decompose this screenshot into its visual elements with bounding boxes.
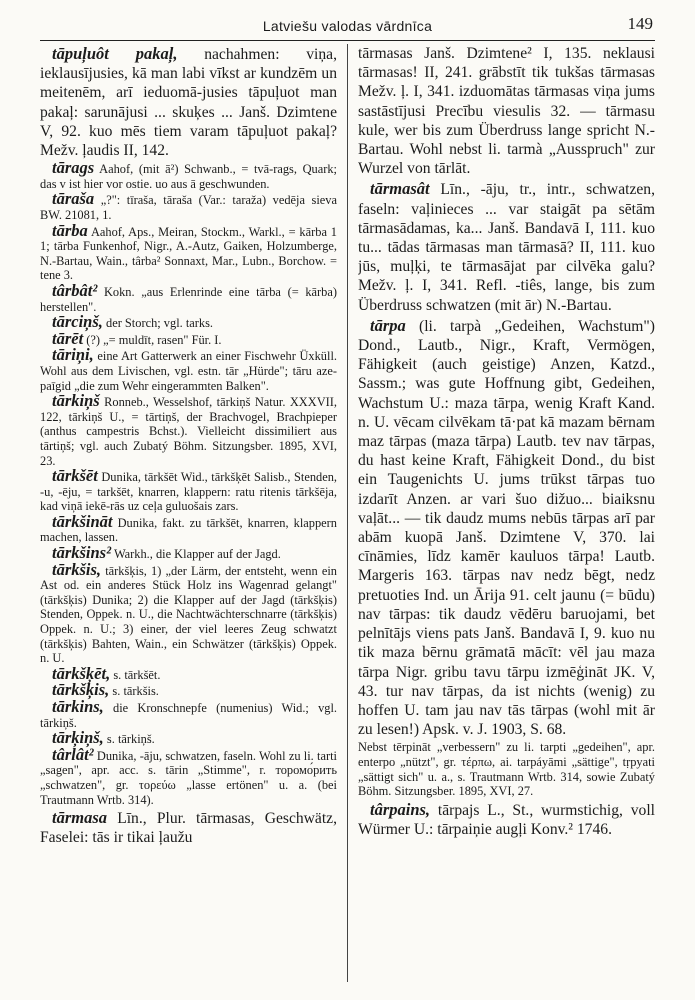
entry-text: Dunika, fakt. zu tārkšēt, knarren, klappern machen, lassen. (40, 515, 337, 545)
entry-text: tārkšķis, 1) „der Lärm, der entsteht, wenn ein Ast od. ein anderes Stück Holz ins Wagenrad gelangt" (tārkšķis) Dunika; 2) die Klapper auf der Jagd (tārkšķis) Stenden, Oppek. n. U., die Nachtwächterschnarre (tārkšķis) Oppek. n. U.; 3) einer, der viel leeres Zeug schwatzt (tārkšķis) Bahten, Wain., ein Schwätzer (tārkšķis) Oppek. n. U. (40, 563, 337, 666)
right-column (358, 44, 655, 840)
entry-text: Aahof, Aps., Meiran, Stockm., Warkl., = kārba 1 1; tārba Funkenhof, Nigr., A.-Autz, Gaiken, Holzumberge, N.-Bartau, Wain., târba² Sonnaxt, Mar., Lubn., Borchow. = tene 3. (40, 224, 337, 283)
entry-text: Nebst tērpināt „verbessern" zu li. tarpti „gedeihen", apr. enterpo „nützt", gr. τέρπω, ai. tarpáyāmi „sättige", tṛpyati „sättigt sich" u. a., s. Trautmann Wrtb. 314, sowie Zubatý Böhm. Sitzungsber. 1895, XVI, 27. (358, 740, 655, 799)
entry-headword: tārkšināt (52, 511, 113, 531)
dictionary-entry (40, 391, 337, 468)
dictionary-entry (40, 189, 337, 222)
entry-headword: tārkšins² (52, 543, 112, 563)
dictionary-entry (40, 744, 337, 807)
entry-text: tārmasas Janš. Dzimtene² I, 135. neklausi tārmasas! II, 241. grābstīt tik tukšas tārmasas Mežv. ļ. I, 341. izduomātas tārmasas viņa jums sastāstījusi Precību viesulis 32. — tārmasu kule, wer bis zum Überdruss lange spricht N.-Bartau. Wohl nebst li. tarmà „Ausspruch" zur Wurzel von tārlāt. (358, 45, 655, 178)
entry-headword: tārķiņš, (52, 728, 104, 748)
dictionary-entry (40, 697, 337, 730)
left-column (40, 44, 337, 849)
entry-text: Dunika, -āju, schwatzen, faseln. Wohl zu li. tarti „sagen", apr. acc. s. tārin „Stimme", r. торомо́рить „schwatzen", gr. τορεύω „lasse ertönen" u. a. (bei Trautmann Wrtb. 314). (40, 748, 337, 807)
running-header (40, 12, 655, 41)
dictionary-entry (358, 740, 655, 798)
entry-headword: tārkšēt (52, 466, 98, 486)
entry-text: „?": tīraša, tāraša (Var.: taraža) vedēja sieva BW. 21081, 1. (40, 193, 337, 222)
entry-headword: tārags (52, 158, 95, 178)
two-column-body (40, 44, 655, 992)
dictionary-entry (40, 808, 337, 847)
entry-text: Warkh., die Klapper auf der Jagd. (113, 547, 281, 562)
entry-text: der Storch; vgl. tarks. (106, 316, 214, 331)
dictionary-entry (40, 466, 337, 514)
dictionary-entry (40, 345, 337, 393)
dictionary-entry (40, 158, 337, 191)
dictionary-entry (40, 280, 337, 314)
entry-text: s. tārkšis. (112, 684, 159, 699)
entry-text: eine Art Gatterwerk an einer Fischwehr Üxküll. Wohl aus dem Livischen, vgl. estn. tār „Hürde"; tāru aze-paīgid „die zum Wehr eingerammten Balken". (40, 349, 337, 393)
entry-headword: tārkšķēt, (52, 663, 111, 683)
dictionary-entry (40, 312, 337, 332)
entry-text: Aahof, (mit ā²) Schwanb., = tvā-rags, Quark; das v ist hier vor ostie. uo aus ā geschwunden. (40, 162, 337, 191)
entry-text: (li. tarpà „Gedeihen, Wachstum") Dond., Lautb., Nigr., Kraft, Vermögen, Fähigkeit (auch geistige) Anzen, Katzd., Sassm.; was gute Hoffnung gibt, Gedeihen, Wachstum U.: maza tārpa, wenig Kraft Kand. n. U. vēcam cilvēkam tā·pat kā mazam bērnam maz tārpas (maza tārpa) Lautb. tev nav tārpas, du hast keine Kraft, Fähigkeit Dond., du bist ein Taugenichts U. jums trūkst tārpas tuo izdarīt Anzen. ar vari šuo dižuo... biaiksnu vaļāt... — tik daudz mums nebūs tārpas arī par abām kuopā Janš. Dzimtene V, 370. lai cīnāmies, līdz kamēr kauluos tārpa! Lautb. Margeris 163. tārpas nav nedz bēgt, nedz pretuoties Ind. un Ārija 91. celt jaunu (= būdu) nav tārpas: tik daudz vēdēru baruojami, bet pelnītājs viens pats Janš. Bandavā I, 9. kuo nu tik maza bērnu grāmatā mācīt: vēl jau maza tārpa Nigr. gribu tavu tārpu izmēģināt JK. V, 43. tur nav tārpas, da ist nichts (wenig) zu hoffen U. tam jau nav tās tārpas (wohl mit ār zu lesen!) Apsk. v. J. 1903, S. 68. (358, 317, 655, 739)
entry-text: die Kronschnepfe (numenius) Wid.; vgl. tārkiņš. (40, 701, 337, 730)
entry-headword: târbât² (52, 280, 98, 300)
entry-text: Dunika, tārkšēt Wid., tārkšķēt Salisb., Stenden, -u, -ēju, = tarkšēt, knarren, klappern: ratu ritenis tārkšēja, kad viņā iekē-rās uz ceļa guluošais zars. (40, 470, 337, 514)
entry-text: nachahmen: viņa, ieklausījusies, kā man labi vīkst ar kundzēm un meitenēm, arī ieduomā-jusies tāpuļuot man pakaļ: sarunājusi ... skuķes ... Janš. Dzimtene V, 92. kuo mēs tiem varam tāpuļuot pakaļ? Mežv. ļaudis II, 142. (40, 46, 337, 160)
dictionary-entry (40, 559, 337, 666)
entry-text: Ronneb., Wesselshof, tārkiņš Natur. XXXVII, 122, tārkiņš U., = tārtiņš, der Brachvogel, Brachpieper (anthus campestris Bchst.). Vielleicht dissimiliert aus tārtiņš; vgl. auch Zubatý Böhm. Sitzungsber. 1895, XVI, 23. (40, 395, 337, 468)
entry-headword: tārkins, (52, 697, 104, 716)
dictionary-entry (40, 44, 337, 160)
dictionary-entry (40, 220, 337, 283)
entry-headword: tārba (52, 220, 88, 240)
entry-headword: tārmasa (52, 808, 108, 828)
entry-headword: târlât² (52, 744, 94, 764)
entry-headword: tāriņi, (52, 345, 94, 365)
entry-text: Kokn. „aus Erlenrinde eine tārba (= kārba) herstellen". (40, 284, 337, 314)
entry-text: tārpajs L., St., wurmstichig, voll Würmer U.: tārpaiņie augļi Konv.² 1746. (358, 801, 655, 838)
entry-headword: târpains, (370, 799, 431, 819)
dictionary-entry (358, 800, 655, 839)
column-divider (347, 44, 348, 982)
entry-text: (?) „= muldīt, rasen" Für. I. (86, 332, 222, 347)
entry-text: Līn., Plur. tārmasas, Geschwätz, Faselei: tās ir tikai ļaužu (40, 810, 337, 847)
dictionary-entry (358, 316, 655, 739)
entry-text: s. tārkšēt. (113, 667, 161, 682)
entry-headword: tārēt (52, 328, 84, 348)
dictionary-entry (358, 44, 655, 178)
entry-text: Līn., -āju, tr., intr., schwatzen, faseln: vaļinieces ... var staigāt pa sētām tārmasādamas, ka... Janš. Bandavā I, 111. kuo tu... tādas tārmasas man tārmasā? II, 111. kuo jūs, muļķi, te tārmasājat par cilvēka galu? Mežv. ļ. I, 341. Refl. -tiês, lange, bis zum Überdruss schwatzen (mit ār) N.-Bartau. (358, 181, 655, 314)
entry-headword: tārmasât (370, 179, 430, 199)
entry-text: s. tārkiņš. (106, 732, 155, 747)
page-number: 149 (627, 14, 653, 33)
entry-headword: tārkšis, (52, 559, 102, 579)
entry-headword: tārpa (370, 315, 406, 335)
entry-headword: tārkšķis, (52, 680, 110, 700)
entry-headword: tārkiņš (52, 391, 100, 411)
dictionary-entry (40, 511, 337, 545)
dictionary-title: Latviešu valodas vārdnīca (262, 18, 433, 34)
dictionary-entry (358, 179, 655, 314)
entry-headword: tāraša (52, 189, 95, 209)
entry-headword: tārciņš, (52, 312, 103, 332)
entry-headword: tāpuļuôt pakaļ, (52, 44, 178, 63)
